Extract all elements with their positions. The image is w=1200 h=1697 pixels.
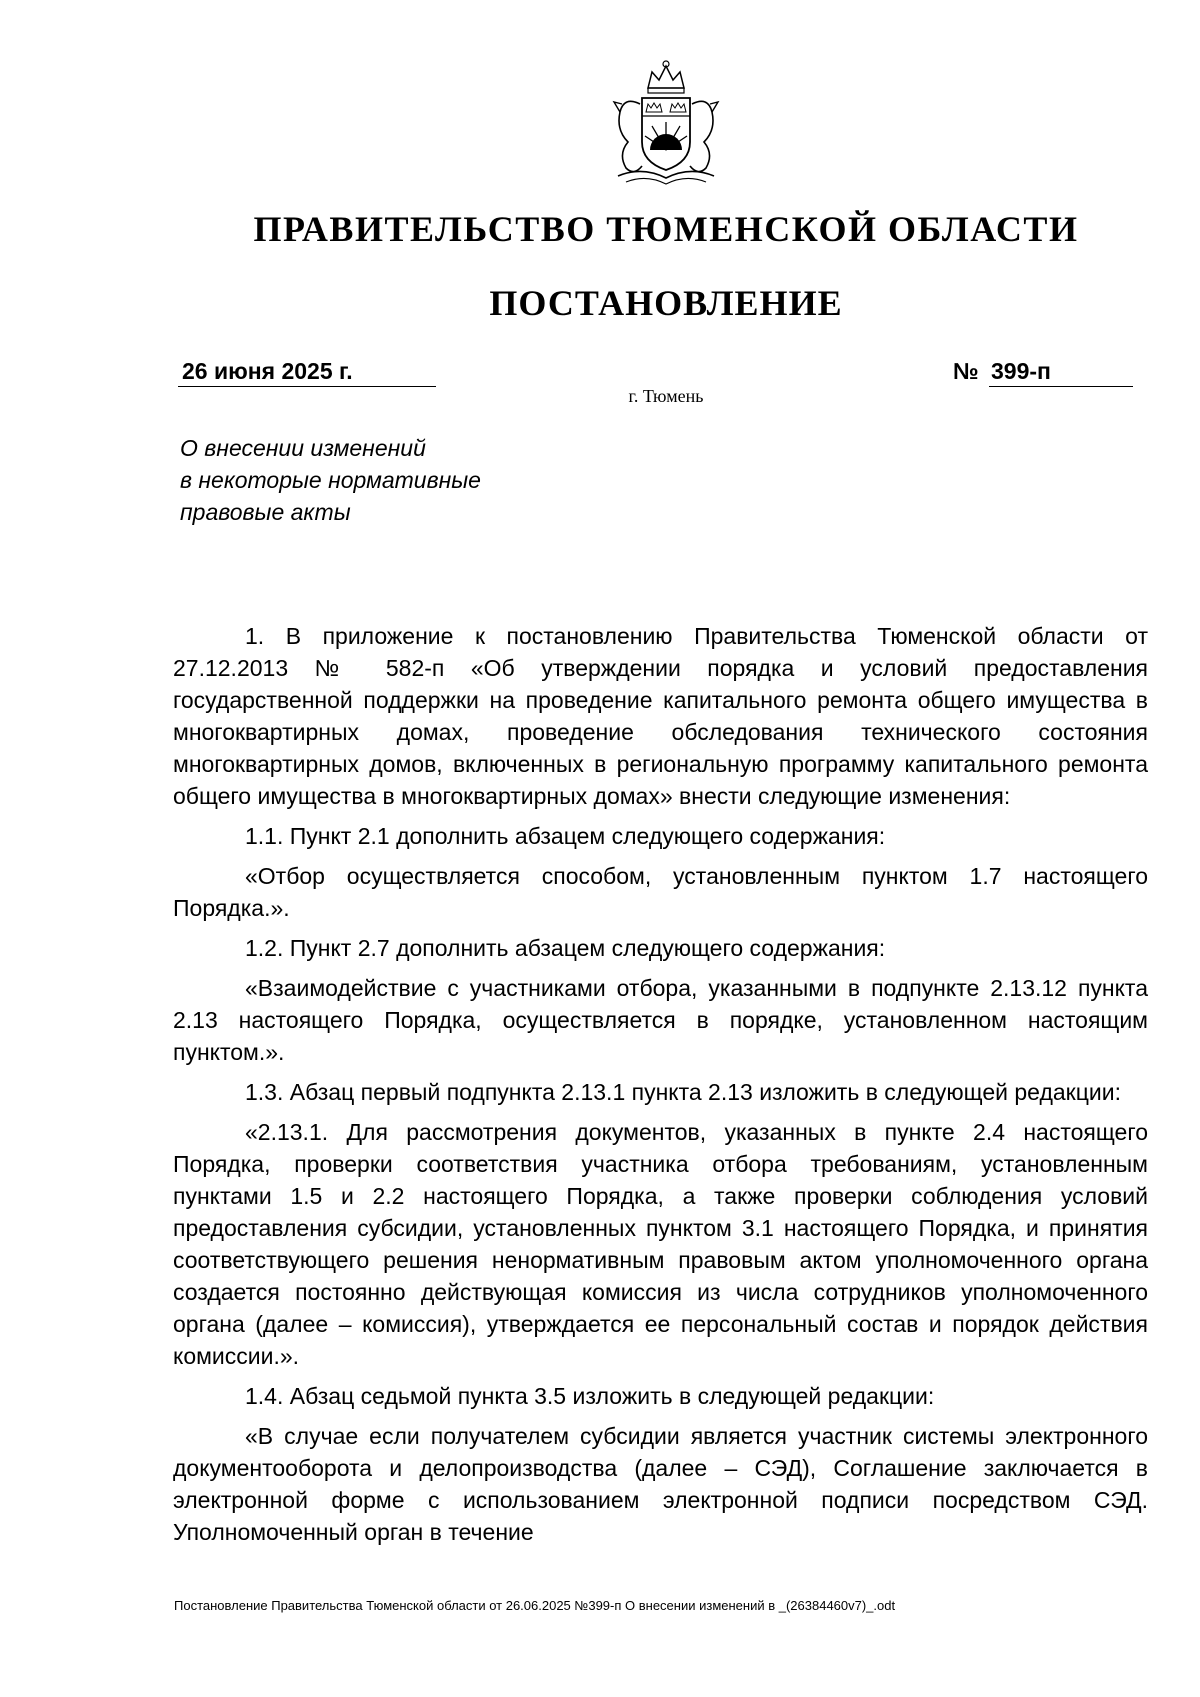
document-city: г. Тюмень <box>628 386 704 406</box>
document-type-title: ПОСТАНОВЛЕНИЕ <box>489 283 843 323</box>
body-paragraph: «Взаимодействие с участниками отбора, указанными в подпункте 2.13.12 пункта 2.13 настоящего Порядка, осуществляется в порядке, установленном настоящим пунктом.». <box>173 975 1148 1065</box>
body-paragraph: 1.4. Абзац седьмой пункта 3.5 изложить в следующей редакции: <box>245 1383 935 1409</box>
body-paragraph: «2.13.1. Для рассмотрения документов, указанных в пункте 2.4 настоящего Порядка, проверки соответствия участника отбора требованиям, установленным пунктами 1.5 и 2.2 настоящего Порядка, а также проверки соблюдения условий предоставления субсидии, установленных пунктом 3.1 настоящего Порядка, и принятия соответствующего решения ненормативным правовым актом уполномоченного органа создается постоянно действующая комиссия из числа сотрудников уполномоченного органа (далее – комиссия), утверждается ее персональный состав и порядок действия комиссии.». <box>173 1119 1148 1369</box>
document-body <box>173 620 1148 1556</box>
document-number: 399-п <box>989 358 1133 387</box>
document-subject <box>180 432 600 528</box>
body-paragraph: 1.2. Пункт 2.7 дополнить абзацем следующего содержания: <box>245 935 886 961</box>
document-footer: Постановление Правительства Тюменской области от 26.06.2025 №399-п О внесении изменений в _(26384460v7)_.odt <box>174 1598 896 1613</box>
body-paragraph: «Отбор осуществляется способом, установленным пунктом 1.7 настоящего Порядка.». <box>173 863 1148 921</box>
body-paragraph: 1.1. Пункт 2.1 дополнить абзацем следующего содержания: <box>245 823 886 849</box>
body-paragraph: «В случае если получателем субсидии является участник системы электронного документооборота и делопроизводства (далее – СЭД), Соглашение заключается в электронной форме с использованием электронной подписи посредством СЭД. Уполномоченный орган в течение <box>173 1423 1148 1545</box>
coat-of-arms-icon <box>596 58 736 188</box>
subject-line: О внесении изменений <box>180 435 426 461</box>
document-date: 26 июня 2025 г. <box>178 358 436 387</box>
organization-title: ПРАВИТЕЛЬСТВО ТЮМЕНСКОЙ ОБЛАСТИ <box>253 209 1079 249</box>
body-paragraph: 1.3. Абзац первый подпункта 2.13.1 пункта 2.13 изложить в следующей редакции: <box>245 1079 1121 1105</box>
body-paragraph: 1. В приложение к постановлению Правительства Тюменской области от 27.12.2013 № 582-п «Об утверждении порядка и условий предоставления государственной поддержки на проведение капитального ремонта общего имущества в многоквартирных домах, проведение обследования технического состояния многоквартирных домов, включенных в региональную программу капитального ремонта общего имущества в многоквартирных домах» внести следующие изменения: <box>173 623 1148 809</box>
subject-line: в некоторые нормативные <box>180 467 481 493</box>
document-number-label: № <box>953 358 979 384</box>
subject-line: правовые акты <box>180 499 351 525</box>
